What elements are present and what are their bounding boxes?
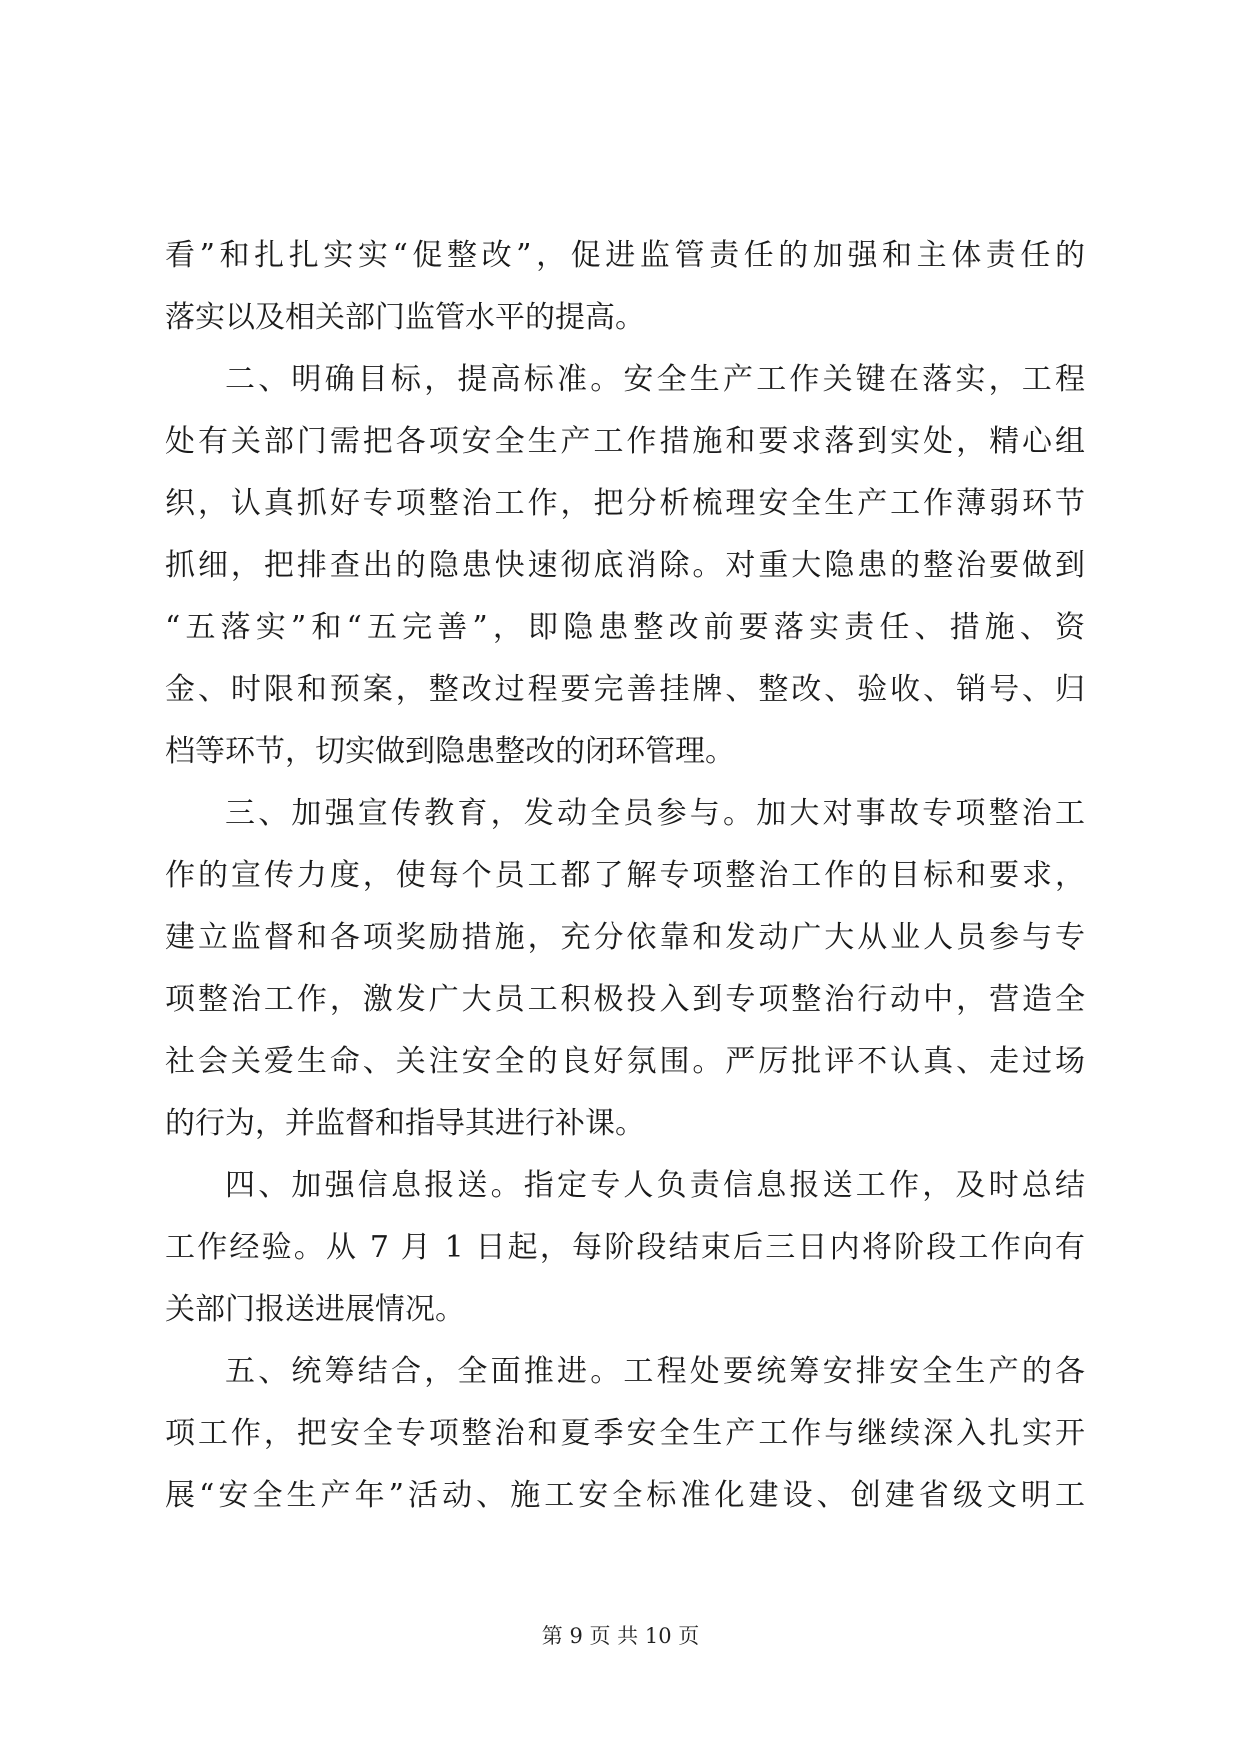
text-line: 五、统筹结合，全面推进。工程处要统筹安排安全生产的各: [225, 1354, 1085, 1389]
text-line: 项整治工作，激发广大员工积极投入到专项整治行动中，营造全: [165, 982, 1085, 1017]
paragraph: [165, 1155, 1085, 1341]
paragraph: [165, 349, 1085, 783]
paragraph: [165, 783, 1085, 1155]
text-line: 织，认真抓好专项整治工作，把分析梳理安全生产工作薄弱环节: [165, 486, 1085, 521]
text-line: “五落实”和“五完善”，即隐患整改前要落实责任、措施、资: [165, 610, 1085, 645]
page-footer: 第 9 页 共 10 页: [541, 1624, 700, 1648]
text-line: 抓细，把排查出的隐患快速彻底消除。对重大隐患的整治要做到: [165, 548, 1085, 583]
text-line: 关部门报送进展情况。: [165, 1292, 465, 1327]
text-line: 金、时限和预案，整改过程要完善挂牌、整改、验收、销号、归: [165, 672, 1085, 707]
text-line: 作的宣传力度，使每个员工都了解专项整治工作的目标和要求，: [165, 858, 1085, 893]
text-line: 社会关爱生命、关注安全的良好氛围。严厉批评不认真、走过场: [165, 1044, 1085, 1079]
text-line: 项工作，把安全专项整治和夏季安全生产工作与继续深入扎实开: [165, 1416, 1085, 1451]
text-line: 的行为，并监督和指导其进行补课。: [165, 1106, 645, 1141]
text-line: 三、加强宣传教育，发动全员参与。加大对事故专项整治工: [225, 796, 1085, 831]
text-line: 建立监督和各项奖励措施，充分依靠和发动广大从业人员参与专: [165, 920, 1085, 955]
document-body: [165, 225, 1085, 1527]
text-line: 展“安全生产年”活动、施工安全标准化建设、创建省级文明工: [165, 1478, 1085, 1513]
text-line: 看”和扎扎实实“促整改”，促进监管责任的加强和主体责任的: [165, 238, 1085, 273]
text-line: 工作经验。从 7 月 1 日起，每阶段结束后三日内将阶段工作向有: [165, 1230, 1085, 1265]
text-line: 四、加强信息报送。指定专人负责信息报送工作，及时总结: [225, 1168, 1085, 1203]
paragraph: [165, 1341, 1085, 1527]
text-line: 落实以及相关部门监管水平的提高。: [165, 300, 645, 335]
text-line: 档等环节，切实做到隐患整改的闭环管理。: [165, 734, 735, 769]
paragraph: [165, 225, 1085, 349]
text-line: 二、明确目标，提高标准。安全生产工作关键在落实，工程: [225, 362, 1085, 397]
text-line: 处有关部门需把各项安全生产工作措施和要求落到实处，精心组: [165, 424, 1085, 459]
